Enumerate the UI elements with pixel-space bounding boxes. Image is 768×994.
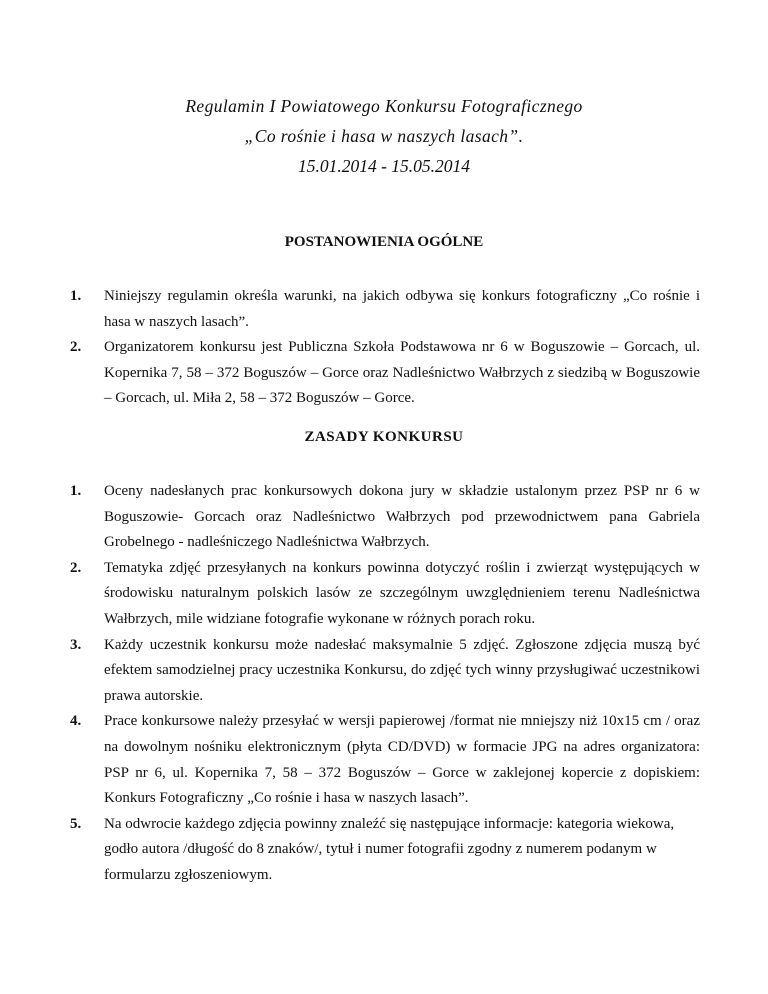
item-text: Tematyka zdjęć przesyłanych na konkurs powinna dotyczyć roślin i zwierząt występujących w środowisku naturalnym polskich lasów ze szczególnym uwzględnieniem terenu Nadleśnictwa Wałbrzych, mile widziane fotografie wykonane w różnych porach roku. bbox=[104, 559, 700, 627]
list-item bbox=[70, 284, 700, 335]
item-number: 2. bbox=[70, 559, 82, 576]
item-number: 5. bbox=[70, 815, 82, 832]
general-provisions-list bbox=[70, 284, 700, 412]
item-number: 3. bbox=[70, 636, 82, 653]
contest-rules-list bbox=[70, 479, 700, 889]
item-text: Niniejszy regulamin określa warunki, na jakich odbywa się konkurs fotograficzny „Co rośnie i hasa w naszych lasach”. bbox=[104, 288, 700, 330]
list-item bbox=[70, 556, 700, 633]
item-number: 1. bbox=[70, 483, 82, 499]
section-heading-general: POSTANOWIENIA OGÓLNE bbox=[284, 234, 484, 250]
item-text: Prace konkursowe należy przesyłać w wersji papierowej /format nie mniejszy niż 10x15 cm / oraz na dowolnym nośniku elektronicznym (płyta CD/DVD) w formacie JPG na adres organizatora: PSP nr 6, ul. Kopernika 7, 58 – 372 Boguszów – Gorce w zaklejonej kopercie z dopiskiem: Konkurs Fotograficzny „Co rośnie i hasa w naszych lasach”. bbox=[104, 713, 700, 807]
contest-dates: 15.01.2014 - 15.05.2014 bbox=[297, 156, 471, 176]
document-title: Regulamin I Powiatowego Konkursu Fotograficznego bbox=[185, 96, 583, 116]
item-number: 1. bbox=[70, 288, 82, 304]
list-item bbox=[70, 633, 700, 710]
item-text: Oceny nadesłanych prac konkursowych dokona jury w składzie ustalonym przez PSP nr 6 w Boguszowie- Gorcach oraz Nadleśnictwo Wałbrzych pod przewodnictwem pana Gabriela Grobelnego - nadleśniczego Nadleśnictwa Wałbrzych. bbox=[104, 483, 700, 551]
item-text: Organizatorem konkursu jest Publiczna Szkoła Podstawowa nr 6 w Boguszowie – Gorcach, ul. Kopernika 7, 58 – 372 Boguszów – Gorce oraz Nadleśnictwo Wałbrzych z siedzibą w Boguszowie – Gorcach, ul. Miła 2, 58 – 372 Boguszów – Gorce. bbox=[104, 339, 700, 407]
list-item bbox=[70, 479, 700, 556]
list-item bbox=[70, 812, 700, 889]
contest-name: „Co rośnie i hasa w naszych lasach”. bbox=[244, 126, 524, 146]
section-heading-rules: ZASADY KONKURSU bbox=[304, 429, 464, 445]
item-text: Każdy uczestnik konkursu może nadesłać maksymalnie 5 zdjęć. Zgłoszone zdjęcia muszą być efektem samodzielnej pracy uczestnika Konkursu, do zdjęć tych winny przysługiwać uczestnikowi prawa autorskie. bbox=[104, 636, 700, 704]
list-item bbox=[70, 335, 700, 412]
list-item bbox=[70, 709, 700, 811]
item-text: Na odwrocie każdego zdjęcia powinny znaleźć się następujące informacje: kategoria wiekowa, godło autora /długość do 8 znaków/, tytuł i numer fotografii zgodny z numerem podanym w formularzu zgłoszeniowym. bbox=[104, 815, 675, 883]
item-number: 4. bbox=[70, 713, 82, 730]
item-number: 2. bbox=[70, 339, 82, 356]
